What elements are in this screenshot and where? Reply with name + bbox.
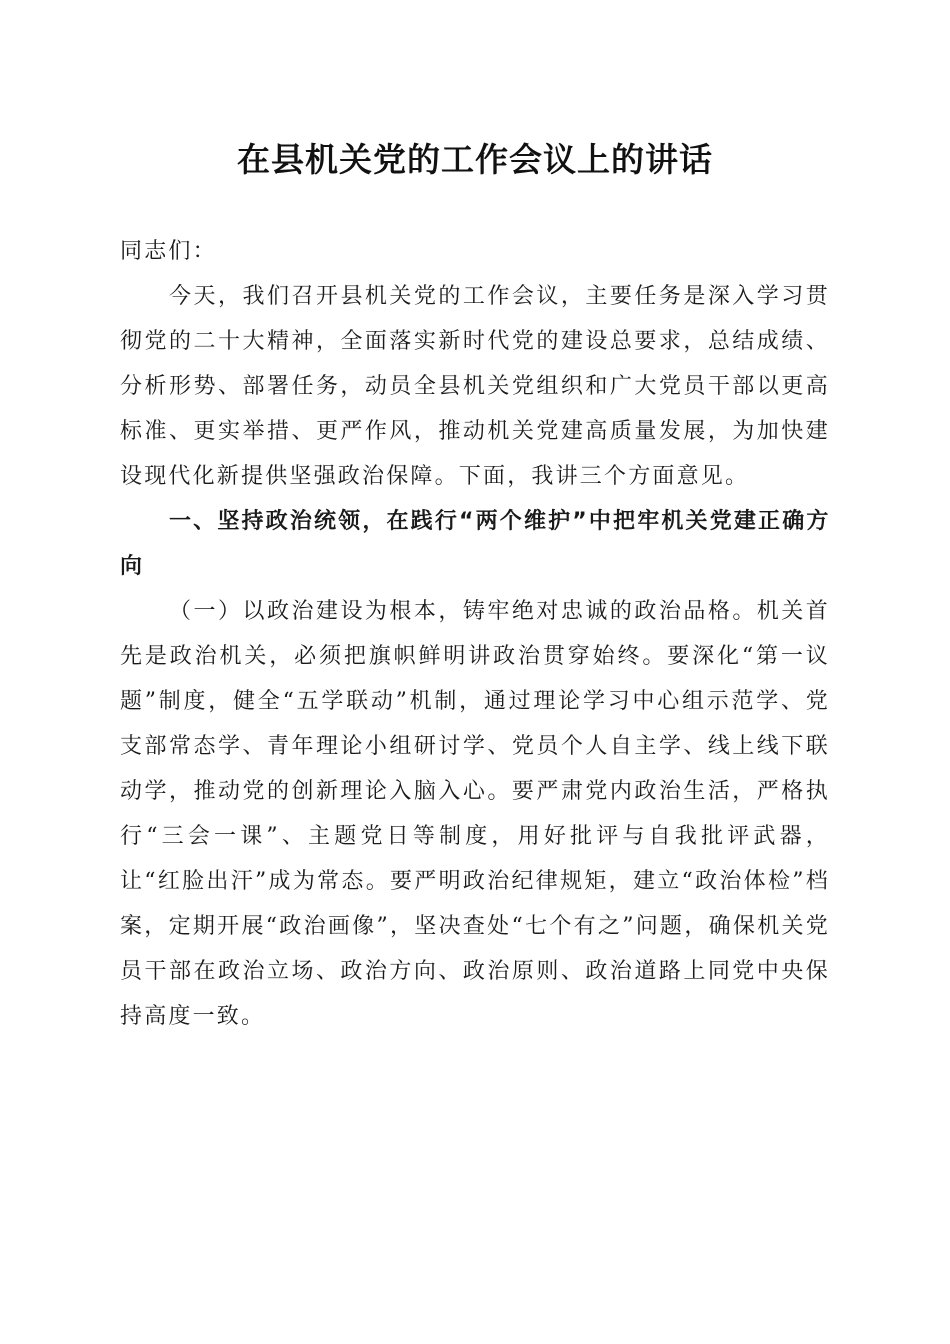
section-heading: 一、坚持政治统领，在践行“两个维护”中把牢机关党建正确方向 [120,509,830,579]
document-body [120,229,830,1039]
subsection-paragraph: （一）以政治建设为根本，铸牢绝对忠诚的政治品格。机关首先是政治机关，必须把旗帜鲜明讲政治贯穿始终。要深化“第一议题”制度，健全“五学联动”机制，通过理论学习中心组示范学、党支部常态学、青年理论小组研讨学、党员个人自主学、线上线下联动学，推动党的创新理论入脑入心。要严肃党内政治生活，严格执行“三会一课”、主题党日等制度，用好批评与自我批评武器，让“红脸出汗”成为常态。要严明政治纪律规矩，建立“政治体检”档案，定期开展“政治画像”，坚决查处“七个有之”问题，确保机关党员干部在政治立场、政治方向、政治原则、政治道路上同党中央保持高度一致。 [120,599,830,1029]
document-title: 在县机关党的工作会议上的讲话 [237,140,713,179]
intro-paragraph: 今天，我们召开县机关党的工作会议，主要任务是深入学习贯彻党的二十大精神，全面落实新时代党的建设总要求，总结成绩、分析形势、部署任务，动员全县机关党组织和广大党员干部以更高标准、更实举措、更严作风，推动机关党建高质量发展，为加快建设现代化新提供坚强政治保障。下面，我讲三个方面意见。 [120,284,830,489]
salutation: 同志们： [120,239,217,264]
